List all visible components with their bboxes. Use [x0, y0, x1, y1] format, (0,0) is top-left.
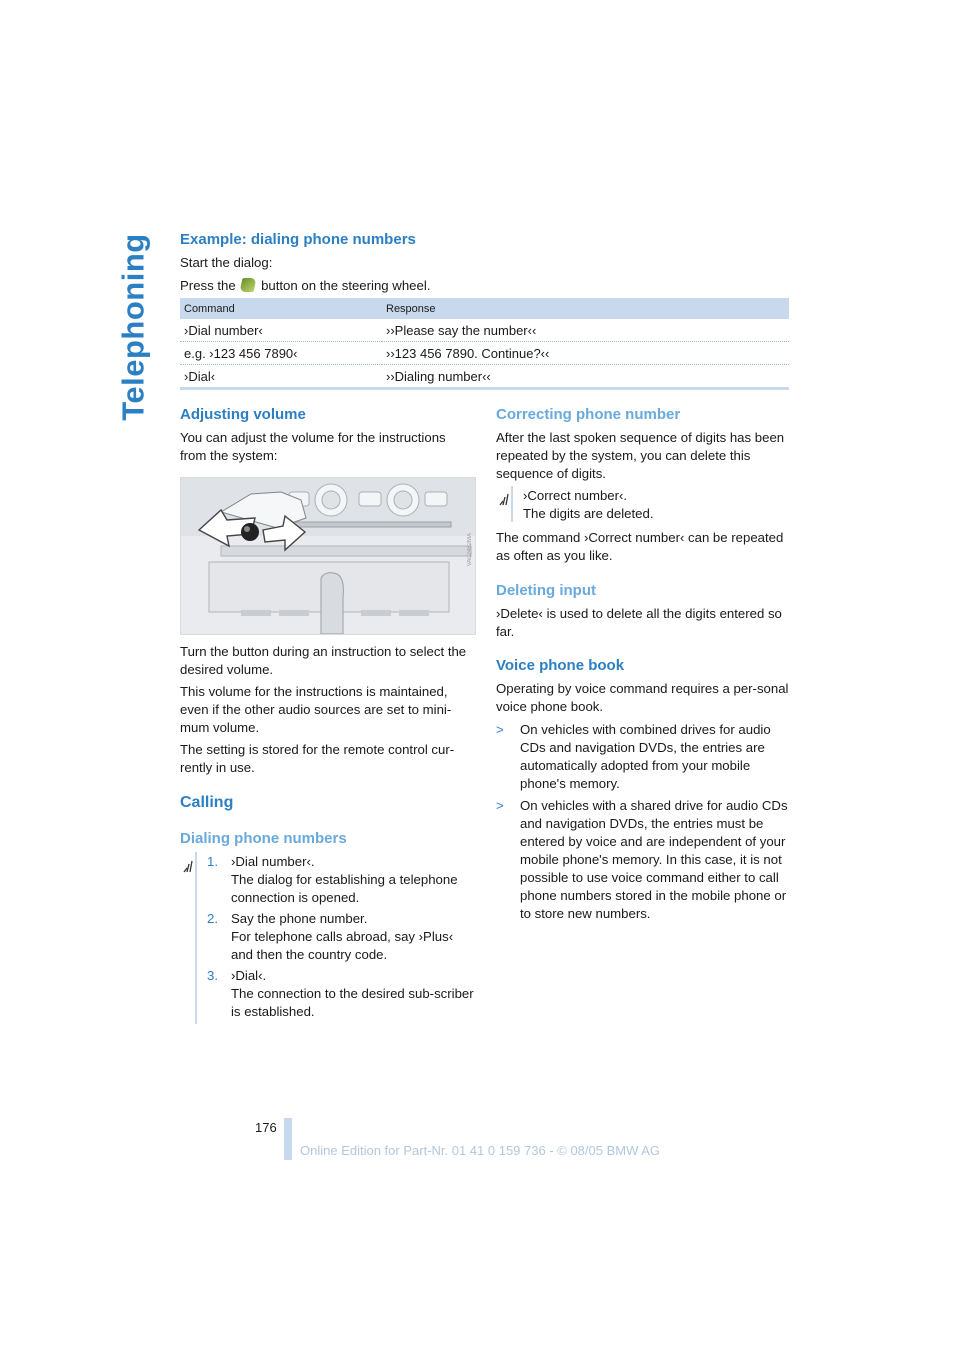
- correcting-outro: The command ›Correct number‹ can be repeated as often as you like.: [496, 530, 784, 563]
- table-cell-command: e.g. ›123 456 7890‹: [180, 342, 382, 365]
- adjusting-volume-p1: Turn the button during an instruction to select the desired volume.: [180, 644, 467, 677]
- example-line-1: Start the dialog:: [180, 255, 273, 270]
- talk-button-icon: [240, 278, 257, 292]
- table-cell-command: ›Dial‹: [180, 365, 382, 389]
- step-desc: For telephone calls abroad, say ›Plus‹ and then the country code.: [231, 929, 454, 962]
- table-header-response: Response: [382, 298, 789, 319]
- bullet-text: On vehicles with combined drives for audio CDs and navigation DVDs, the entries are automatically adopted from your mobile phone's memory.: [520, 722, 771, 791]
- table-cell-command: ›Dial number‹: [180, 319, 382, 342]
- voice-note-bar: [195, 852, 197, 1024]
- adjusting-volume-intro: You can adjust the volume for the instructions from the system:: [180, 430, 446, 463]
- example-heading: Example: dialing phone numbers: [180, 231, 416, 248]
- phonebook-heading: Voice phone book: [496, 657, 625, 674]
- adjusting-volume-p3: The setting is stored for the remote control cur-rently in use.: [180, 742, 455, 775]
- table-header-command: Command: [180, 298, 382, 319]
- voice-note-bar: [511, 486, 513, 522]
- voice-command-icon: [498, 493, 510, 507]
- step-desc: The connection to the desired sub-scriber is established.: [231, 986, 474, 1019]
- footer-edition-text: Online Edition for Part-Nr. 01 41 0 159 736 - © 08/05 BMW AG: [300, 1143, 661, 1158]
- list-item: [207, 853, 477, 907]
- chapter-side-title: [112, 232, 156, 422]
- dashboard-volume-figure: [180, 477, 476, 635]
- correcting-command: ›Correct number‹.: [523, 488, 628, 503]
- dialing-steps-list: [207, 853, 477, 1024]
- voice-command-icon: [182, 860, 194, 874]
- adjusting-volume-heading: Adjusting volume: [180, 406, 306, 423]
- correcting-command-desc: The digits are deleted.: [523, 506, 654, 521]
- dashboard-illustration: [181, 478, 475, 634]
- page-number: 176: [255, 1120, 277, 1135]
- table-cell-response: ››123 456 7890. Continue?‹‹: [382, 342, 789, 365]
- phonebook-intro: Operating by voice command requires a per-sonal voice phone book.: [496, 681, 789, 714]
- table-header-row: [180, 298, 789, 319]
- step-desc: The dialog for establishing a telephone connection is opened.: [231, 872, 458, 905]
- calling-heading: Calling: [180, 794, 234, 811]
- correcting-heading: Correcting phone number: [496, 406, 681, 423]
- step-text: ›Dial number‹.: [231, 854, 315, 869]
- adjusting-volume-p2: This volume for the instructions is maintained, even if the other audio sources are set to mini-mum volume.: [180, 684, 452, 735]
- step-number: 1.: [207, 854, 218, 869]
- deleting-text: ›Delete‹ is used to delete all the digits entered so far.: [496, 606, 782, 639]
- chapter-title-text: Telephoning: [116, 233, 151, 421]
- list-item: [496, 721, 792, 793]
- figure-code: VA02482MA: [467, 533, 473, 567]
- table-cell-response: ››Please say the number‹‹: [382, 319, 789, 342]
- table-cell-response: ››Dialing number‹‹: [382, 365, 789, 389]
- table-row: [180, 342, 789, 365]
- example-line-2-pre: Press the: [180, 278, 236, 293]
- table-row: [180, 365, 789, 389]
- list-item: [207, 910, 477, 964]
- example-line-2-post: button on the steering wheel.: [261, 278, 431, 293]
- deleting-heading: Deleting input: [496, 582, 596, 599]
- correcting-intro: After the last spoken sequence of digits has been repeated by the system, you can delete this sequence of digits.: [496, 430, 785, 481]
- step-number: 3.: [207, 968, 218, 983]
- step-text: Say the phone number.: [231, 911, 368, 926]
- bullet-text: On vehicles with a shared drive for audio CDs and navigation DVDs, the entries must be entered by voice and are independent of your mobile phone's memory. In this case, it is not possible to use voice command either to call phone numbers stored in the mobile phone or to store new numbers.: [520, 798, 788, 921]
- list-item: [207, 967, 477, 1021]
- step-text: ›Dial‹.: [231, 968, 267, 983]
- footer-bar: [284, 1118, 292, 1160]
- table-row: [180, 319, 789, 342]
- example-line-2: [180, 277, 430, 295]
- list-item: [496, 797, 792, 923]
- command-response-table: [180, 298, 789, 390]
- bullet-arrow-icon: >: [496, 798, 504, 813]
- bullet-arrow-icon: >: [496, 722, 504, 737]
- step-number: 2.: [207, 911, 218, 926]
- dialing-numbers-heading: Dialing phone numbers: [180, 830, 347, 847]
